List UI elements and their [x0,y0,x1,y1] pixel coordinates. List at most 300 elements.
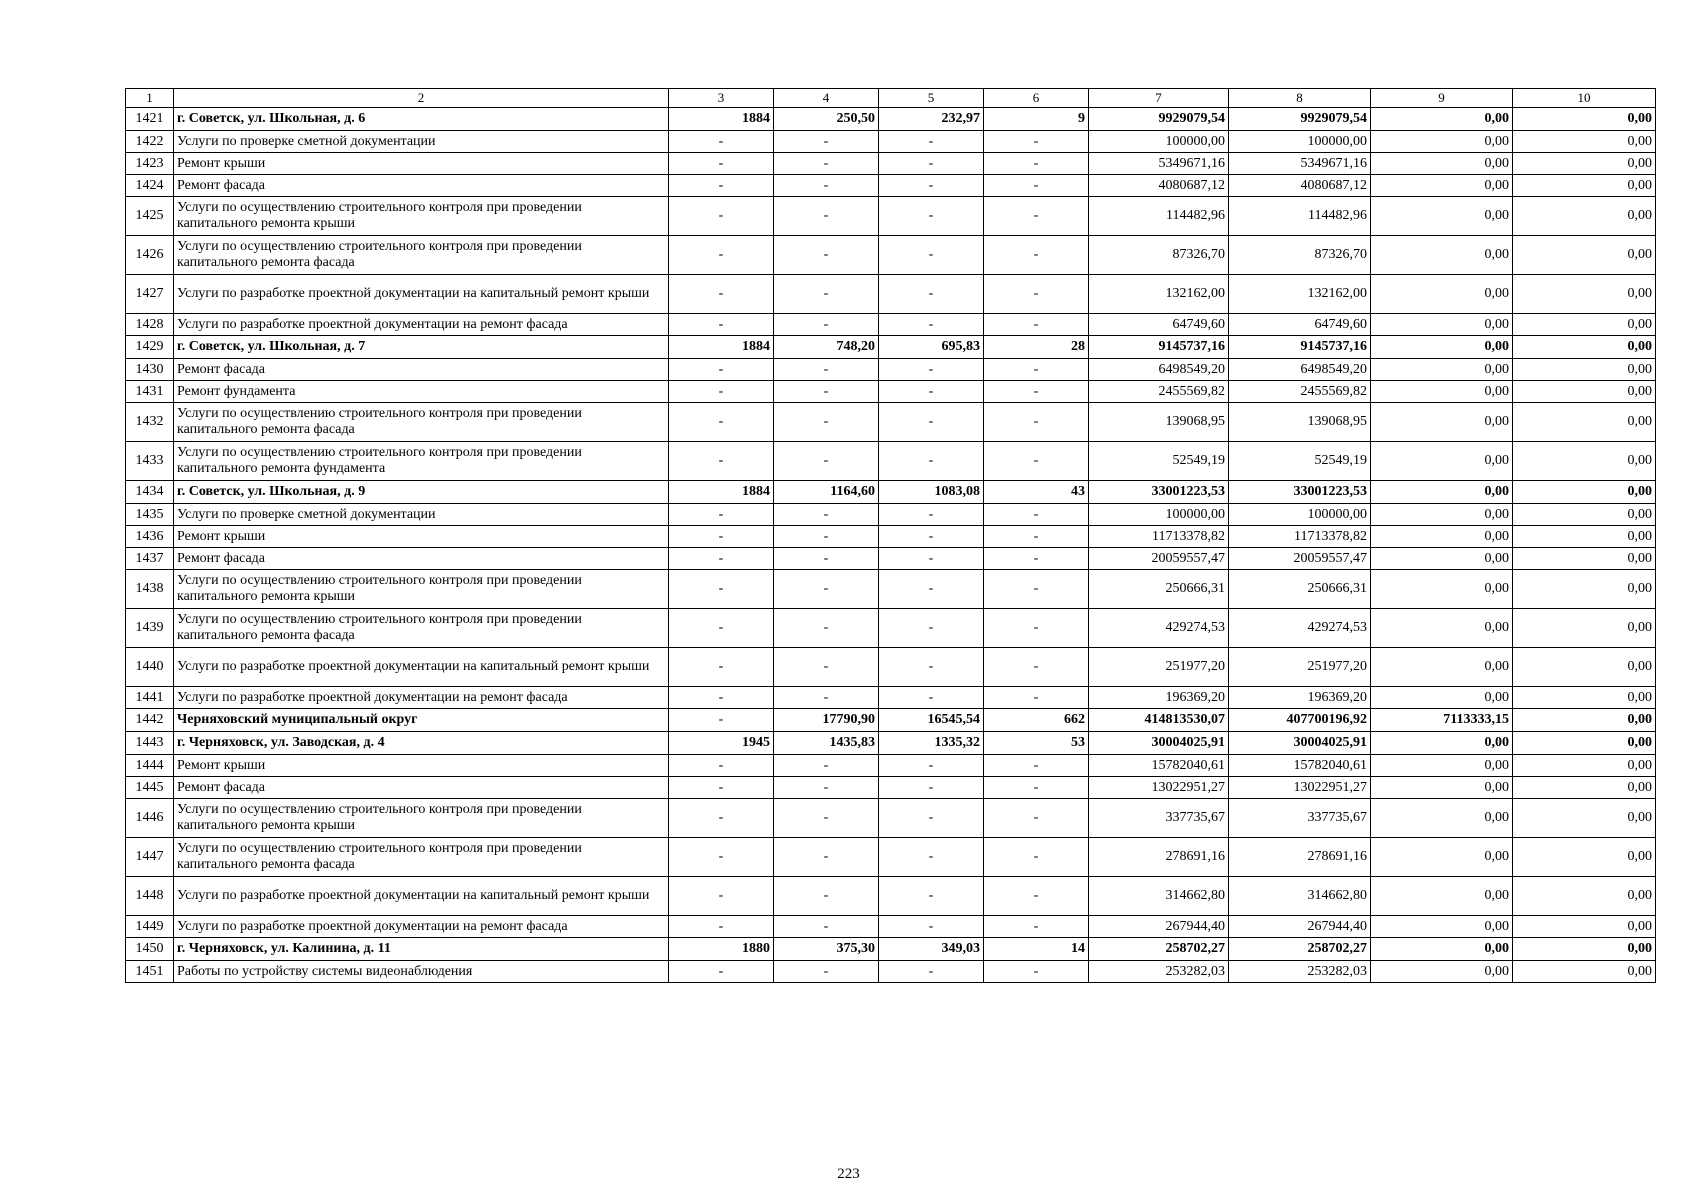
column-9-cell: 0,00 [1371,504,1513,526]
column-10-cell: 0,00 [1513,609,1656,648]
column-7-cell: 20059557,47 [1089,548,1229,570]
column-5-cell: - [879,877,984,916]
column-6-cell: - [984,526,1089,548]
column-9-cell: 0,00 [1371,359,1513,381]
column-5-cell: - [879,961,984,983]
column-5-cell: - [879,755,984,777]
column-4-cell: - [774,755,879,777]
column-8-cell: 2455569,82 [1229,381,1371,403]
item-name-cell: Услуги по осуществлению строительного контроля при проведении капитального ремонта фасада [174,609,669,648]
column-10-cell: 0,00 [1513,336,1656,359]
row-number-cell: 1432 [126,403,174,442]
row-number-cell: 1422 [126,131,174,153]
column-10-cell: 0,00 [1513,687,1656,709]
column-7-cell: 258702,27 [1089,938,1229,961]
column-9-cell: 0,00 [1371,648,1513,687]
column-number-row [126,89,1656,108]
table-row [126,153,1656,175]
column-10-cell: 0,00 [1513,648,1656,687]
column-5-cell: - [879,236,984,275]
column-8-cell: 132162,00 [1229,275,1371,314]
column-6-cell: - [984,442,1089,481]
capital-repair-table [125,88,1656,983]
item-name-cell: Услуги по осуществлению строительного контроля при проведении капитального ремонта фасада [174,236,669,275]
table-row [126,381,1656,403]
column-8-cell: 9145737,16 [1229,336,1371,359]
column-7-cell: 253282,03 [1089,961,1229,983]
column-7-cell: 52549,19 [1089,442,1229,481]
table-row [126,359,1656,381]
column-10-cell: 0,00 [1513,916,1656,938]
column-10-cell: 0,00 [1513,938,1656,961]
column-7-cell: 267944,40 [1089,916,1229,938]
row-number-cell: 1451 [126,961,174,983]
column-8-cell: 258702,27 [1229,938,1371,961]
column-9-cell: 0,00 [1371,799,1513,838]
row-number-cell: 1444 [126,755,174,777]
row-number-cell: 1433 [126,442,174,481]
table-row [126,777,1656,799]
column-7-cell: 250666,31 [1089,570,1229,609]
column-9-cell: 0,00 [1371,481,1513,504]
row-number-cell: 1436 [126,526,174,548]
row-number-cell: 1440 [126,648,174,687]
column-7-cell: 4080687,12 [1089,175,1229,197]
column-3-cell: - [669,777,774,799]
column-3-cell: - [669,153,774,175]
column-9-cell: 0,00 [1371,961,1513,983]
column-10-cell: 0,00 [1513,481,1656,504]
table-row [126,403,1656,442]
column-6-cell: - [984,916,1089,938]
item-name-cell: г. Советск, ул. Школьная, д. 6 [174,108,669,131]
column-10-cell: 0,00 [1513,131,1656,153]
column-5-cell: - [879,609,984,648]
column-4-cell: - [774,570,879,609]
column-10-cell: 0,00 [1513,548,1656,570]
column-8-cell: 6498549,20 [1229,359,1371,381]
column-6-cell: - [984,175,1089,197]
column-9-cell: 0,00 [1371,131,1513,153]
column-header: 2 [174,89,669,108]
column-3-cell: - [669,381,774,403]
column-5-cell: - [879,687,984,709]
column-3-cell: - [669,838,774,877]
row-number-cell: 1424 [126,175,174,197]
row-number-cell: 1427 [126,275,174,314]
column-4-cell: - [774,526,879,548]
column-7-cell: 429274,53 [1089,609,1229,648]
column-7-cell: 337735,67 [1089,799,1229,838]
column-6-cell: - [984,570,1089,609]
column-4-cell: - [774,131,879,153]
column-7-cell: 11713378,82 [1089,526,1229,548]
column-7-cell: 100000,00 [1089,131,1229,153]
column-9-cell: 0,00 [1371,526,1513,548]
column-4-cell: - [774,381,879,403]
column-4-cell: - [774,442,879,481]
item-name-cell: Услуги по осуществлению строительного контроля при проведении капитального ремонта фундамента [174,442,669,481]
column-6-cell: - [984,777,1089,799]
column-9-cell: 0,00 [1371,570,1513,609]
column-3-cell: - [669,504,774,526]
column-3-cell: - [669,442,774,481]
column-4-cell: - [774,799,879,838]
column-6-cell: - [984,197,1089,236]
column-8-cell: 87326,70 [1229,236,1371,275]
column-3-cell: - [669,687,774,709]
item-name-cell: г. Черняховск, ул. Заводская, д. 4 [174,732,669,755]
address-total-row [126,336,1656,359]
column-6-cell: - [984,275,1089,314]
column-8-cell: 278691,16 [1229,838,1371,877]
table-row [126,687,1656,709]
column-6-cell: - [984,314,1089,336]
column-header: 5 [879,89,984,108]
column-5-cell: - [879,548,984,570]
item-name-cell: Черняховский муниципальный округ [174,709,669,732]
column-7-cell: 9145737,16 [1089,336,1229,359]
item-name-cell: Услуги по разработке проектной документации на ремонт фасада [174,314,669,336]
column-6-cell: 28 [984,336,1089,359]
column-10-cell: 0,00 [1513,442,1656,481]
column-3-cell: - [669,403,774,442]
column-4-cell: - [774,961,879,983]
table-row [126,548,1656,570]
column-10-cell: 0,00 [1513,526,1656,548]
column-header: 9 [1371,89,1513,108]
column-5-cell: - [879,403,984,442]
column-4-cell: - [774,314,879,336]
column-8-cell: 11713378,82 [1229,526,1371,548]
column-6-cell: 14 [984,938,1089,961]
column-9-cell: 0,00 [1371,755,1513,777]
row-number-cell: 1447 [126,838,174,877]
column-8-cell: 5349671,16 [1229,153,1371,175]
item-name-cell: Услуги по разработке проектной документации на капитальный ремонт крыши [174,648,669,687]
column-3-cell: - [669,755,774,777]
column-4-cell: - [774,275,879,314]
table-row [126,755,1656,777]
column-10-cell: 0,00 [1513,359,1656,381]
item-name-cell: Услуги по проверке сметной документации [174,131,669,153]
column-8-cell: 64749,60 [1229,314,1371,336]
item-name-cell: Услуги по разработке проектной документации на ремонт фасада [174,687,669,709]
column-6-cell: - [984,153,1089,175]
column-7-cell: 278691,16 [1089,838,1229,877]
column-8-cell: 52549,19 [1229,442,1371,481]
column-3-cell: - [669,359,774,381]
column-6-cell: - [984,609,1089,648]
table-row [126,799,1656,838]
column-8-cell: 267944,40 [1229,916,1371,938]
column-5-cell: - [879,275,984,314]
column-4-cell: 1435,83 [774,732,879,755]
column-5-cell: - [879,838,984,877]
column-9-cell: 0,00 [1371,877,1513,916]
item-name-cell: Услуги по разработке проектной документации на капитальный ремонт крыши [174,275,669,314]
column-3-cell: - [669,916,774,938]
column-10-cell: 0,00 [1513,153,1656,175]
column-7-cell: 139068,95 [1089,403,1229,442]
row-number-cell: 1430 [126,359,174,381]
column-4-cell: 1164,60 [774,481,879,504]
column-header: 3 [669,89,774,108]
column-6-cell: - [984,755,1089,777]
column-5-cell: - [879,504,984,526]
column-6-cell: 53 [984,732,1089,755]
column-10-cell: 0,00 [1513,961,1656,983]
row-number-cell: 1437 [126,548,174,570]
table-row [126,275,1656,314]
column-9-cell: 0,00 [1371,197,1513,236]
column-4-cell: - [774,687,879,709]
table-row [126,877,1656,916]
row-number-cell: 1421 [126,108,174,131]
column-7-cell: 314662,80 [1089,877,1229,916]
column-6-cell: - [984,359,1089,381]
row-number-cell: 1446 [126,799,174,838]
column-9-cell: 0,00 [1371,175,1513,197]
column-5-cell: - [879,799,984,838]
column-7-cell: 132162,00 [1089,275,1229,314]
table-row [126,916,1656,938]
column-6-cell: - [984,504,1089,526]
column-5-cell: - [879,648,984,687]
column-9-cell: 0,00 [1371,916,1513,938]
column-8-cell: 253282,03 [1229,961,1371,983]
column-header: 8 [1229,89,1371,108]
column-3-cell: - [669,961,774,983]
row-number-cell: 1441 [126,687,174,709]
item-name-cell: Услуги по осуществлению строительного контроля при проведении капитального ремонта фасада [174,403,669,442]
column-6-cell: - [984,838,1089,877]
column-10-cell: 0,00 [1513,236,1656,275]
column-header: 7 [1089,89,1229,108]
column-9-cell: 0,00 [1371,381,1513,403]
column-8-cell: 196369,20 [1229,687,1371,709]
column-7-cell: 100000,00 [1089,504,1229,526]
column-6-cell: - [984,236,1089,275]
row-number-cell: 1450 [126,938,174,961]
column-5-cell: 232,97 [879,108,984,131]
column-8-cell: 30004025,91 [1229,732,1371,755]
column-10-cell: 0,00 [1513,732,1656,755]
column-5-cell: - [879,570,984,609]
table-row [126,131,1656,153]
item-name-cell: Услуги по разработке проектной документации на капитальный ремонт крыши [174,877,669,916]
row-number-cell: 1434 [126,481,174,504]
column-4-cell: - [774,403,879,442]
column-9-cell: 7113333,15 [1371,709,1513,732]
item-name-cell: Услуги по разработке проектной документации на ремонт фасада [174,916,669,938]
column-8-cell: 429274,53 [1229,609,1371,648]
column-3-cell: - [669,236,774,275]
column-7-cell: 114482,96 [1089,197,1229,236]
column-7-cell: 5349671,16 [1089,153,1229,175]
column-9-cell: 0,00 [1371,687,1513,709]
column-8-cell: 20059557,47 [1229,548,1371,570]
column-10-cell: 0,00 [1513,175,1656,197]
column-6-cell: 9 [984,108,1089,131]
column-header: 1 [126,89,174,108]
column-9-cell: 0,00 [1371,108,1513,131]
row-number-cell: 1426 [126,236,174,275]
column-9-cell: 0,00 [1371,838,1513,877]
column-10-cell: 0,00 [1513,314,1656,336]
column-8-cell: 33001223,53 [1229,481,1371,504]
column-3-cell: 1880 [669,938,774,961]
column-3-cell: - [669,175,774,197]
column-10-cell: 0,00 [1513,799,1656,838]
column-8-cell: 15782040,61 [1229,755,1371,777]
column-10-cell: 0,00 [1513,877,1656,916]
column-10-cell: 0,00 [1513,275,1656,314]
row-number-cell: 1431 [126,381,174,403]
column-4-cell: - [774,197,879,236]
column-7-cell: 33001223,53 [1089,481,1229,504]
column-5-cell: - [879,153,984,175]
column-4-cell: - [774,877,879,916]
column-9-cell: 0,00 [1371,777,1513,799]
column-3-cell: 1884 [669,108,774,131]
column-5-cell: - [879,526,984,548]
column-4-cell: - [774,236,879,275]
column-3-cell: - [669,609,774,648]
column-3-cell: - [669,314,774,336]
column-9-cell: 0,00 [1371,548,1513,570]
column-4-cell: - [774,777,879,799]
table-row [126,175,1656,197]
table-row [126,838,1656,877]
column-3-cell: - [669,570,774,609]
column-4-cell: - [774,153,879,175]
column-3-cell: - [669,526,774,548]
column-3-cell: - [669,709,774,732]
column-6-cell: - [984,403,1089,442]
column-7-cell: 13022951,27 [1089,777,1229,799]
column-4-cell: - [774,504,879,526]
column-10-cell: 0,00 [1513,197,1656,236]
column-8-cell: 114482,96 [1229,197,1371,236]
item-name-cell: Услуги по осуществлению строительного контроля при проведении капитального ремонта крыши [174,570,669,609]
address-total-row [126,481,1656,504]
address-total-row [126,108,1656,131]
column-5-cell: 16545,54 [879,709,984,732]
table-row [126,570,1656,609]
column-6-cell: - [984,799,1089,838]
column-8-cell: 9929079,54 [1229,108,1371,131]
column-7-cell: 251977,20 [1089,648,1229,687]
column-6-cell: - [984,648,1089,687]
row-number-cell: 1445 [126,777,174,799]
column-7-cell: 30004025,91 [1089,732,1229,755]
column-4-cell: - [774,175,879,197]
column-7-cell: 2455569,82 [1089,381,1229,403]
column-10-cell: 0,00 [1513,709,1656,732]
column-8-cell: 100000,00 [1229,504,1371,526]
item-name-cell: Ремонт крыши [174,755,669,777]
column-8-cell: 250666,31 [1229,570,1371,609]
table-row [126,609,1656,648]
column-3-cell: 1884 [669,481,774,504]
column-4-cell: - [774,648,879,687]
column-5-cell: 1335,32 [879,732,984,755]
column-5-cell: - [879,359,984,381]
column-6-cell: - [984,961,1089,983]
column-9-cell: 0,00 [1371,442,1513,481]
column-9-cell: 0,00 [1371,314,1513,336]
row-number-cell: 1443 [126,732,174,755]
row-number-cell: 1438 [126,570,174,609]
address-total-row [126,709,1656,732]
column-4-cell: - [774,838,879,877]
column-10-cell: 0,00 [1513,777,1656,799]
column-4-cell: 250,50 [774,108,879,131]
column-5-cell: - [879,314,984,336]
column-10-cell: 0,00 [1513,403,1656,442]
column-7-cell: 64749,60 [1089,314,1229,336]
column-5-cell: - [879,442,984,481]
item-name-cell: Ремонт фасада [174,548,669,570]
column-8-cell: 251977,20 [1229,648,1371,687]
row-number-cell: 1429 [126,336,174,359]
column-7-cell: 15782040,61 [1089,755,1229,777]
column-header: 4 [774,89,879,108]
column-9-cell: 0,00 [1371,336,1513,359]
column-3-cell: - [669,877,774,916]
column-3-cell: - [669,548,774,570]
column-5-cell: - [879,916,984,938]
table-row [126,504,1656,526]
item-name-cell: Ремонт фасада [174,175,669,197]
row-number-cell: 1428 [126,314,174,336]
item-name-cell: Ремонт фундамента [174,381,669,403]
column-4-cell: - [774,916,879,938]
column-3-cell: - [669,197,774,236]
table-row [126,526,1656,548]
column-9-cell: 0,00 [1371,403,1513,442]
column-9-cell: 0,00 [1371,236,1513,275]
column-5-cell: - [879,175,984,197]
table-row [126,197,1656,236]
column-7-cell: 9929079,54 [1089,108,1229,131]
column-8-cell: 407700196,92 [1229,709,1371,732]
column-10-cell: 0,00 [1513,755,1656,777]
column-6-cell: - [984,877,1089,916]
item-name-cell: г. Советск, ул. Школьная, д. 7 [174,336,669,359]
item-name-cell: Услуги по проверке сметной документации [174,504,669,526]
row-number-cell: 1442 [126,709,174,732]
item-name-cell: г. Советск, ул. Школьная, д. 9 [174,481,669,504]
column-8-cell: 4080687,12 [1229,175,1371,197]
column-4-cell: 375,30 [774,938,879,961]
column-9-cell: 0,00 [1371,609,1513,648]
column-4-cell: - [774,548,879,570]
column-5-cell: - [879,131,984,153]
page-number: 223 [837,1166,860,1182]
item-name-cell: г. Черняховск, ул. Калинина, д. 11 [174,938,669,961]
table-row [126,314,1656,336]
column-3-cell: - [669,275,774,314]
column-6-cell: - [984,381,1089,403]
column-7-cell: 196369,20 [1089,687,1229,709]
column-4-cell: 17790,90 [774,709,879,732]
item-name-cell: Услуги по осуществлению строительного контроля при проведении капитального ремонта крыши [174,799,669,838]
column-8-cell: 314662,80 [1229,877,1371,916]
column-8-cell: 139068,95 [1229,403,1371,442]
column-6-cell: - [984,131,1089,153]
